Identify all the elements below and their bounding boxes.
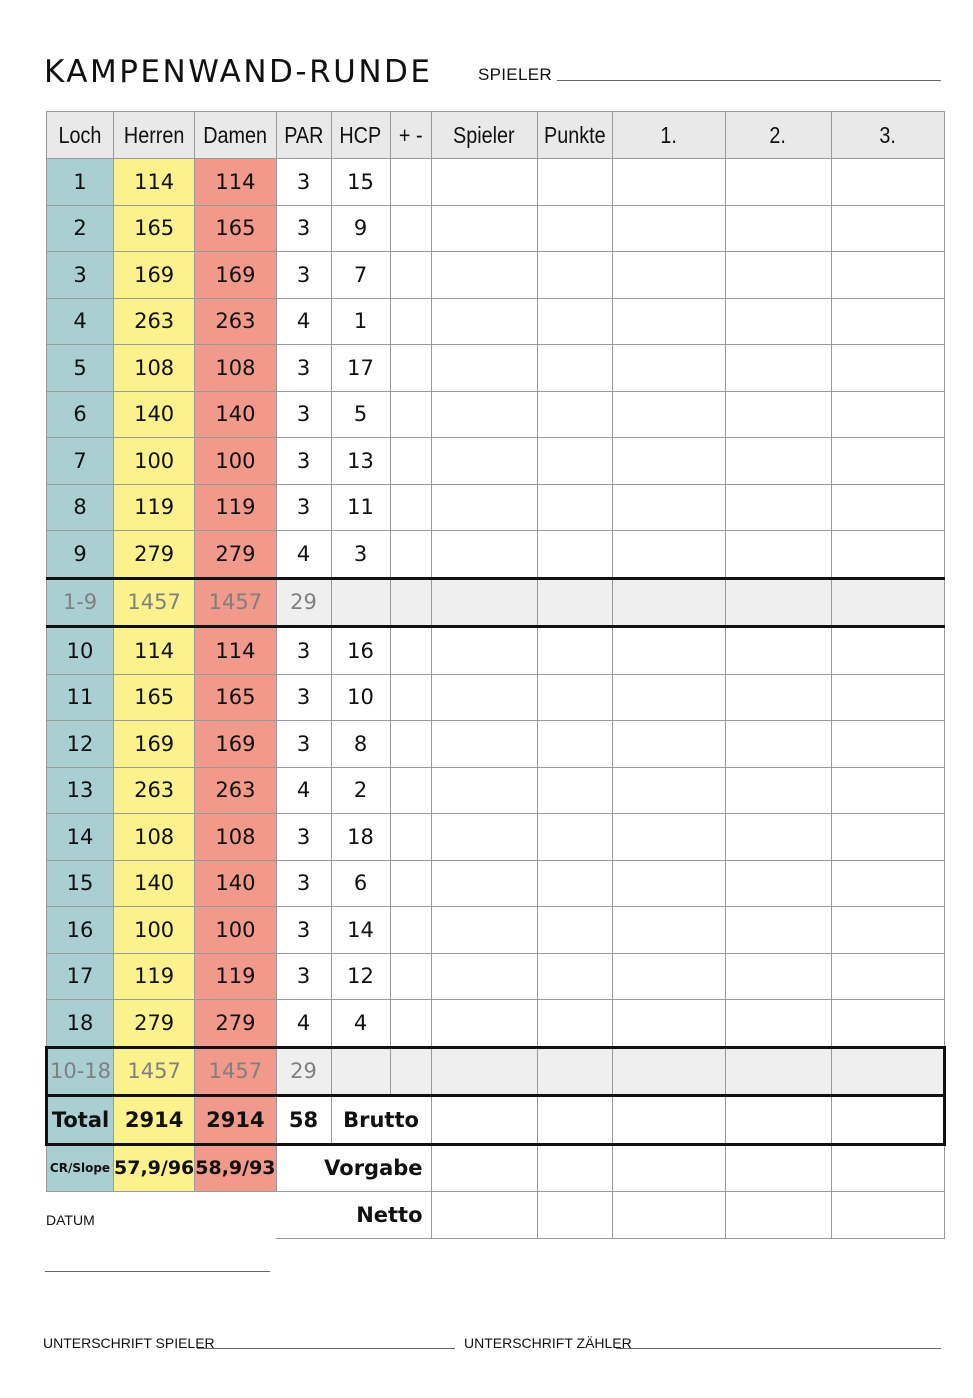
hcp-value: 6 (331, 860, 390, 907)
plus-minus-cell[interactable] (390, 252, 431, 299)
score-1-cell[interactable] (612, 814, 725, 861)
par-value: 3 (276, 391, 331, 438)
par-value: 4 (276, 298, 331, 345)
spieler-cell[interactable] (431, 953, 537, 1000)
score-2-cell[interactable] (725, 1000, 831, 1048)
hole-number: 2 (47, 205, 114, 252)
hole-row (47, 721, 945, 768)
hole-row (47, 531, 945, 579)
herren-distance: 165 (114, 205, 195, 252)
score-3-cell[interactable] (831, 1144, 944, 1192)
sum-herren: 1457 (114, 578, 195, 627)
hole-row (47, 345, 945, 392)
hole-number: 14 (47, 814, 114, 861)
score-3-cell[interactable] (831, 1047, 944, 1096)
hole-row (47, 252, 945, 299)
score-3-cell[interactable] (831, 627, 944, 675)
score-1-cell[interactable] (612, 298, 725, 345)
par-value: 3 (276, 438, 331, 485)
hole-number: 13 (47, 767, 114, 814)
score-3-cell[interactable] (831, 674, 944, 721)
punkte-cell[interactable] (537, 767, 612, 814)
par-value: 3 (276, 205, 331, 252)
spieler-cell[interactable] (431, 767, 537, 814)
damen-distance: 114 (195, 627, 276, 675)
score-1-cell[interactable] (612, 252, 725, 299)
plus-minus-cell[interactable] (390, 814, 431, 861)
par-value: 3 (276, 345, 331, 392)
hole-row (47, 484, 945, 531)
damen-distance: 169 (195, 721, 276, 768)
header-2: 2. (725, 112, 831, 159)
score-2-cell[interactable] (725, 578, 831, 627)
spieler-cell[interactable] (431, 1144, 537, 1192)
cr-slope-row (47, 1144, 945, 1192)
netto-label: Netto (276, 1192, 431, 1239)
punkte-cell[interactable] (537, 578, 612, 627)
datum-label: DATUM (46, 1212, 95, 1228)
hole-row (47, 860, 945, 907)
score-3-cell[interactable] (831, 1192, 944, 1239)
player-label: SPIELER (478, 65, 552, 84)
spieler-cell[interactable] (431, 438, 537, 485)
herren-distance: 165 (114, 674, 195, 721)
damen-distance: 140 (195, 391, 276, 438)
punkte-cell[interactable] (537, 159, 612, 206)
header-par: PAR (276, 112, 331, 159)
hole-number: 12 (47, 721, 114, 768)
total-row (47, 1096, 945, 1145)
plus-minus-cell[interactable] (390, 953, 431, 1000)
damen-distance: 100 (195, 907, 276, 954)
herren-distance: 119 (114, 953, 195, 1000)
score-1-cell[interactable] (612, 674, 725, 721)
herren-distance: 279 (114, 1000, 195, 1048)
par-value: 3 (276, 159, 331, 206)
plus-minus-cell[interactable] (390, 674, 431, 721)
herren-distance: 119 (114, 484, 195, 531)
score-2-cell[interactable] (725, 721, 831, 768)
punkte-cell[interactable] (537, 1144, 612, 1192)
score-2-cell[interactable] (725, 674, 831, 721)
damen-distance: 119 (195, 953, 276, 1000)
score-2-cell[interactable] (725, 1144, 831, 1192)
scorecard-table (45, 111, 946, 1239)
spieler-cell[interactable] (431, 1047, 537, 1096)
header-damen: Damen (195, 112, 276, 159)
damen-distance: 169 (195, 252, 276, 299)
score-2-cell[interactable] (725, 159, 831, 206)
herren-distance: 108 (114, 345, 195, 392)
hcp-value: 10 (331, 674, 390, 721)
spieler-cell[interactable] (431, 298, 537, 345)
punkte-cell[interactable] (537, 438, 612, 485)
score-2-cell[interactable] (725, 252, 831, 299)
score-2-cell[interactable] (725, 345, 831, 392)
score-2-cell[interactable] (725, 438, 831, 485)
hole-number: 16 (47, 907, 114, 954)
punkte-cell[interactable] (537, 345, 612, 392)
score-3-cell[interactable] (831, 252, 944, 299)
hole-number: 3 (47, 252, 114, 299)
herren-distance: 100 (114, 438, 195, 485)
score-2-cell[interactable] (725, 1047, 831, 1096)
header-row (47, 112, 945, 159)
hcp-value: 4 (331, 1000, 390, 1048)
back-nine-summary-row (47, 1047, 945, 1096)
plus-minus-cell[interactable] (390, 391, 431, 438)
score-2-cell[interactable] (725, 860, 831, 907)
herren-distance: 114 (114, 159, 195, 206)
hcp-value: 3 (331, 531, 390, 579)
hole-number: 8 (47, 484, 114, 531)
score-1-cell[interactable] (612, 484, 725, 531)
brutto-label: Brutto (331, 1096, 431, 1145)
score-3-cell[interactable] (831, 814, 944, 861)
sum-hole-range: 1-9 (47, 578, 114, 627)
score-3-cell[interactable] (831, 907, 944, 954)
spieler-cell[interactable] (431, 531, 537, 579)
cr-slope-label: CR/Slope (47, 1144, 114, 1192)
punkte-cell[interactable] (537, 1047, 612, 1096)
sum-hole-range: 10-18 (47, 1047, 114, 1096)
hole-row (47, 814, 945, 861)
hcp-value: 2 (331, 767, 390, 814)
punkte-cell[interactable] (537, 1000, 612, 1048)
damen-distance: 100 (195, 438, 276, 485)
score-1-cell[interactable] (612, 1047, 725, 1096)
par-value: 3 (276, 860, 331, 907)
score-3-cell[interactable] (831, 159, 944, 206)
datum-line[interactable] (45, 1271, 270, 1272)
hole-row (47, 767, 945, 814)
score-3-cell[interactable] (831, 860, 944, 907)
score-1-cell[interactable] (612, 159, 725, 206)
plus-minus-cell[interactable] (390, 1000, 431, 1048)
herren-distance: 263 (114, 298, 195, 345)
punkte-cell[interactable] (537, 1096, 612, 1145)
sum-hcp-empty (331, 1047, 390, 1096)
par-value: 4 (276, 1000, 331, 1048)
spieler-cell[interactable] (431, 345, 537, 392)
score-2-cell[interactable] (725, 907, 831, 954)
hole-number: 5 (47, 345, 114, 392)
spieler-cell[interactable] (431, 721, 537, 768)
plus-minus-cell[interactable] (390, 159, 431, 206)
score-1-cell[interactable] (612, 721, 725, 768)
score-1-cell[interactable] (612, 627, 725, 675)
spieler-cell[interactable] (431, 159, 537, 206)
signature-marker-label: UNTERSCHRIFT ZÄHLER (464, 1335, 632, 1351)
score-2-cell[interactable] (725, 1096, 831, 1145)
netto-row (47, 1192, 945, 1239)
score-3-cell[interactable] (831, 531, 944, 579)
hole-number: 11 (47, 674, 114, 721)
plus-minus-cell[interactable] (390, 345, 431, 392)
hole-row (47, 391, 945, 438)
damen-distance: 263 (195, 298, 276, 345)
spieler-cell[interactable] (431, 907, 537, 954)
punkte-cell[interactable] (537, 1192, 612, 1239)
spieler-cell[interactable] (431, 627, 537, 675)
signature-marker-line[interactable] (616, 1348, 941, 1349)
hcp-value: 8 (331, 721, 390, 768)
page-title: KAMPENWAND-RUNDE (44, 54, 433, 90)
hole-number: 18 (47, 1000, 114, 1048)
score-3-cell[interactable] (831, 205, 944, 252)
spieler-cell[interactable] (431, 1192, 537, 1239)
plus-minus-cell[interactable] (390, 860, 431, 907)
spieler-cell[interactable] (431, 252, 537, 299)
score-1-cell[interactable] (612, 205, 725, 252)
damen-distance: 140 (195, 860, 276, 907)
herren-distance: 100 (114, 907, 195, 954)
damen-distance: 165 (195, 674, 276, 721)
hcp-value: 16 (331, 627, 390, 675)
herren-distance: 169 (114, 721, 195, 768)
punkte-cell[interactable] (537, 252, 612, 299)
damen-distance: 119 (195, 484, 276, 531)
sum-damen: 1457 (195, 1047, 276, 1096)
plus-minus-cell[interactable] (390, 907, 431, 954)
score-2-cell[interactable] (725, 298, 831, 345)
plus-minus-cell[interactable] (390, 721, 431, 768)
hole-row (47, 438, 945, 485)
header-herren: Herren (114, 112, 195, 159)
score-3-cell[interactable] (831, 298, 944, 345)
plus-minus-cell[interactable] (390, 205, 431, 252)
score-1-cell[interactable] (612, 953, 725, 1000)
score-1-cell[interactable] (612, 1192, 725, 1239)
par-value: 4 (276, 531, 331, 579)
herren-distance: 169 (114, 252, 195, 299)
herren-distance: 279 (114, 531, 195, 579)
hcp-value: 1 (331, 298, 390, 345)
par-value: 3 (276, 627, 331, 675)
score-3-cell[interactable] (831, 953, 944, 1000)
header-spieler: Spieler (431, 112, 537, 159)
header-1: 1. (612, 112, 725, 159)
header-plus-minus: + - (390, 112, 431, 159)
hole-row (47, 907, 945, 954)
spieler-cell[interactable] (431, 1000, 537, 1048)
sum-par: 29 (276, 1047, 331, 1096)
score-3-cell[interactable] (831, 1096, 944, 1145)
par-value: 3 (276, 814, 331, 861)
punkte-cell[interactable] (537, 484, 612, 531)
hole-row (47, 953, 945, 1000)
score-1-cell[interactable] (612, 345, 725, 392)
header-3: 3. (831, 112, 944, 159)
herren-distance: 108 (114, 814, 195, 861)
score-2-cell[interactable] (725, 391, 831, 438)
total-par: 58 (276, 1096, 331, 1145)
score-3-cell[interactable] (831, 767, 944, 814)
score-3-cell[interactable] (831, 721, 944, 768)
score-2-cell[interactable] (725, 953, 831, 1000)
damen-distance: 114 (195, 159, 276, 206)
herren-distance: 263 (114, 767, 195, 814)
total-herren: 2914 (114, 1096, 195, 1145)
score-1-cell[interactable] (612, 438, 725, 485)
score-1-cell[interactable] (612, 531, 725, 579)
hcp-value: 9 (331, 205, 390, 252)
hcp-value: 7 (331, 252, 390, 299)
spieler-cell[interactable] (431, 205, 537, 252)
hole-row (47, 205, 945, 252)
hole-number: 6 (47, 391, 114, 438)
damen-distance: 108 (195, 814, 276, 861)
score-3-cell[interactable] (831, 438, 944, 485)
score-2-cell[interactable] (725, 484, 831, 531)
header-loch: Loch (47, 112, 114, 159)
par-value: 3 (276, 953, 331, 1000)
punkte-cell[interactable] (537, 907, 612, 954)
hcp-value: 18 (331, 814, 390, 861)
header-punkte: Punkte (537, 112, 612, 159)
score-1-cell[interactable] (612, 1144, 725, 1192)
par-value: 3 (276, 252, 331, 299)
par-value: 3 (276, 674, 331, 721)
punkte-cell[interactable] (537, 531, 612, 579)
damen-distance: 263 (195, 767, 276, 814)
score-1-cell[interactable] (612, 907, 725, 954)
sum-par: 29 (276, 578, 331, 627)
vorgabe-label: Vorgabe (276, 1144, 431, 1192)
punkte-cell[interactable] (537, 205, 612, 252)
score-1-cell[interactable] (612, 578, 725, 627)
player-name-line[interactable] (557, 80, 941, 81)
front-nine-summary-row (47, 578, 945, 627)
score-2-cell[interactable] (725, 205, 831, 252)
par-value: 3 (276, 721, 331, 768)
score-2-cell[interactable] (725, 627, 831, 675)
plus-minus-cell[interactable] (390, 438, 431, 485)
punkte-cell[interactable] (537, 391, 612, 438)
score-2-cell[interactable] (725, 1192, 831, 1239)
punkte-cell[interactable] (537, 721, 612, 768)
hcp-value: 5 (331, 391, 390, 438)
hole-number: 7 (47, 438, 114, 485)
hole-number: 17 (47, 953, 114, 1000)
hole-row (47, 627, 945, 675)
plus-minus-cell[interactable] (390, 484, 431, 531)
hole-row (47, 298, 945, 345)
hole-row (47, 674, 945, 721)
score-1-cell[interactable] (612, 391, 725, 438)
hole-row (47, 1000, 945, 1048)
score-1-cell[interactable] (612, 1000, 725, 1048)
damen-distance: 108 (195, 345, 276, 392)
damen-distance: 279 (195, 531, 276, 579)
score-3-cell[interactable] (831, 1000, 944, 1048)
hole-number: 10 (47, 627, 114, 675)
herren-distance: 140 (114, 860, 195, 907)
plus-minus-cell[interactable] (390, 531, 431, 579)
par-value: 4 (276, 767, 331, 814)
sum-herren: 1457 (114, 1047, 195, 1096)
spieler-cell[interactable] (431, 674, 537, 721)
spieler-cell[interactable] (431, 860, 537, 907)
score-2-cell[interactable] (725, 531, 831, 579)
hcp-value: 15 (331, 159, 390, 206)
hole-number: 15 (47, 860, 114, 907)
spieler-cell[interactable] (431, 484, 537, 531)
score-3-cell[interactable] (831, 578, 944, 627)
score-2-cell[interactable] (725, 767, 831, 814)
hcp-value: 14 (331, 907, 390, 954)
signature-player-line[interactable] (197, 1348, 455, 1349)
plus-minus-cell[interactable] (390, 578, 431, 627)
sum-damen: 1457 (195, 578, 276, 627)
punkte-cell[interactable] (537, 674, 612, 721)
total-damen: 2914 (195, 1096, 276, 1145)
score-3-cell[interactable] (831, 345, 944, 392)
hcp-value: 11 (331, 484, 390, 531)
score-1-cell[interactable] (612, 860, 725, 907)
damen-distance: 279 (195, 1000, 276, 1048)
herren-distance: 114 (114, 627, 195, 675)
spieler-cell[interactable] (431, 391, 537, 438)
cr-damen: 58,9/93 (195, 1144, 276, 1192)
hcp-value: 12 (331, 953, 390, 1000)
hcp-value: 17 (331, 345, 390, 392)
score-1-cell[interactable] (612, 767, 725, 814)
score-3-cell[interactable] (831, 484, 944, 531)
punkte-cell[interactable] (537, 298, 612, 345)
spieler-cell[interactable] (431, 1096, 537, 1145)
hole-number: 4 (47, 298, 114, 345)
punkte-cell[interactable] (537, 814, 612, 861)
spieler-cell[interactable] (431, 814, 537, 861)
hole-number: 1 (47, 159, 114, 206)
cr-herren: 57,9/96 (114, 1144, 195, 1192)
hcp-value: 13 (331, 438, 390, 485)
punkte-cell[interactable] (537, 627, 612, 675)
spieler-cell[interactable] (431, 578, 537, 627)
score-1-cell[interactable] (612, 1096, 725, 1145)
par-value: 3 (276, 907, 331, 954)
punkte-cell[interactable] (537, 860, 612, 907)
punkte-cell[interactable] (537, 953, 612, 1000)
header-hcp: HCP (331, 112, 390, 159)
par-value: 3 (276, 484, 331, 531)
plus-minus-cell[interactable] (390, 767, 431, 814)
signature-player-label: UNTERSCHRIFT SPIELER (43, 1335, 215, 1351)
score-3-cell[interactable] (831, 391, 944, 438)
score-2-cell[interactable] (725, 814, 831, 861)
herren-distance: 140 (114, 391, 195, 438)
hole-row (47, 159, 945, 206)
damen-distance: 165 (195, 205, 276, 252)
hole-number: 9 (47, 531, 114, 579)
plus-minus-cell[interactable] (390, 627, 431, 675)
total-label: Total (47, 1096, 114, 1145)
plus-minus-cell[interactable] (390, 298, 431, 345)
plus-minus-cell[interactable] (390, 1047, 431, 1096)
sum-hcp-empty (331, 578, 390, 627)
